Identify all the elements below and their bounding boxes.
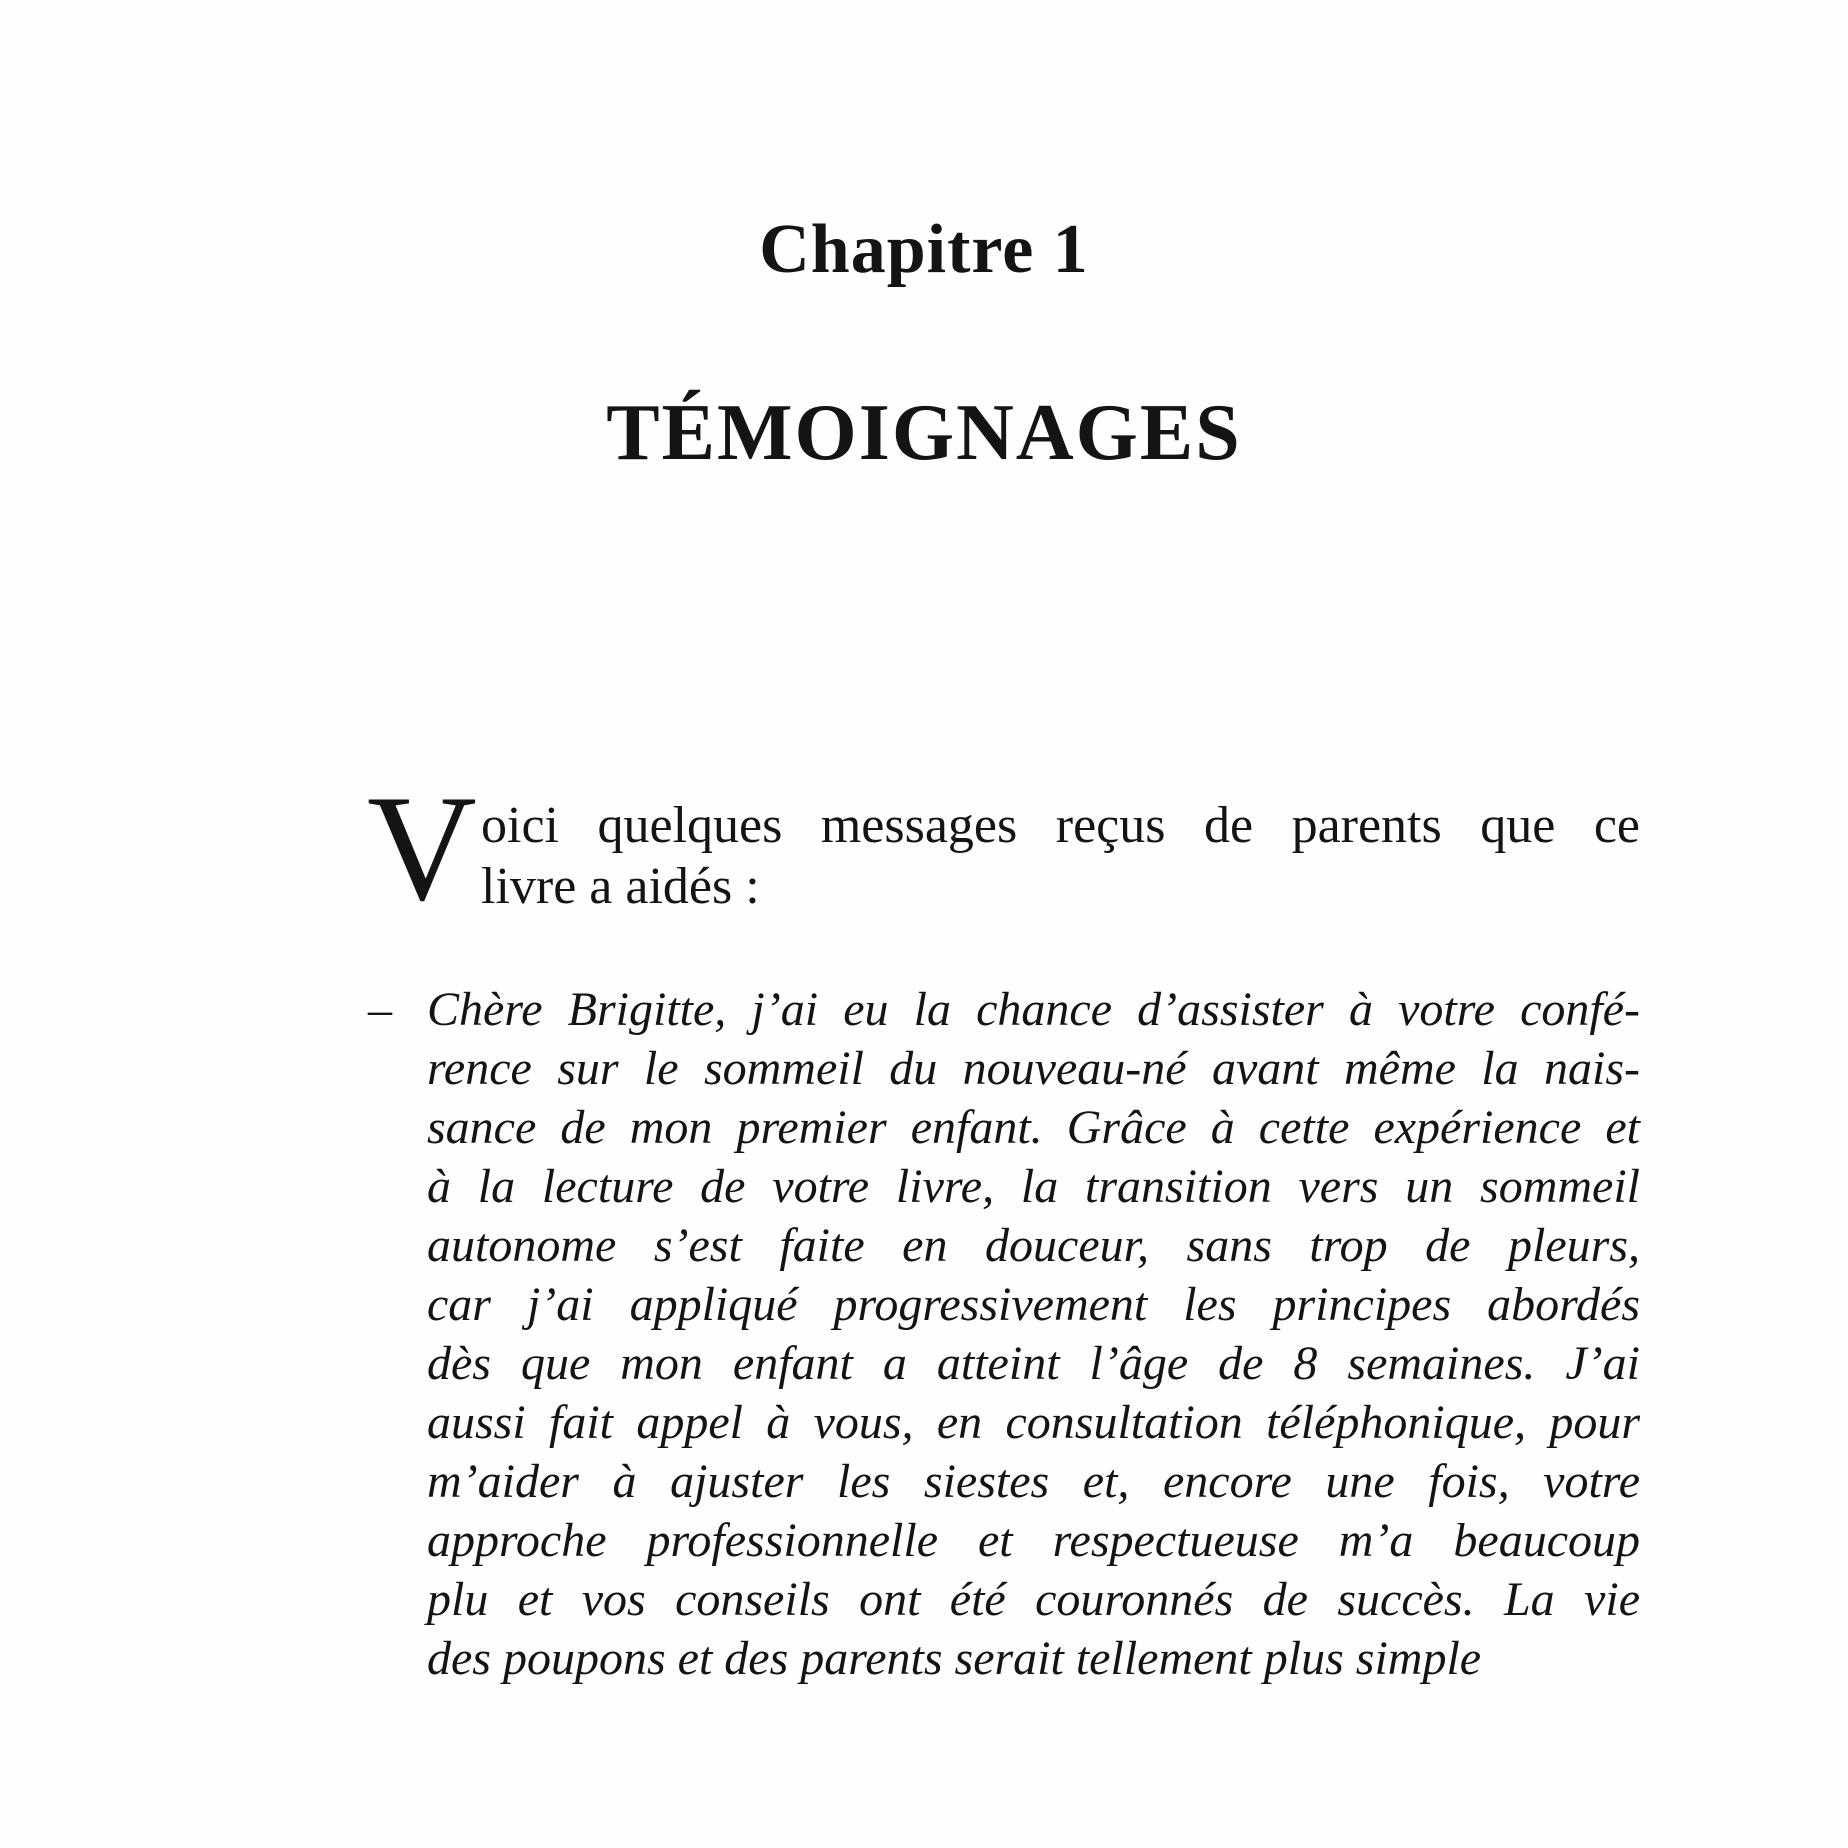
testimonial-line: m’aider à ajuster les siestes et, encore une fois, votre bbox=[427, 1455, 1640, 1508]
testimonial-line: rence sur le sommeil du nouveau-né avant même la nais- bbox=[427, 1042, 1640, 1095]
page-title: TÉMOIGNAGES bbox=[606, 389, 1242, 477]
testimonial-dash: – bbox=[368, 983, 392, 1036]
dropcap-letter: V bbox=[367, 764, 477, 932]
testimonial-line: Chère Brigitte, j’ai eu la chance d’assister à votre confé- bbox=[427, 983, 1640, 1036]
testimonial-line: des poupons et des parents serait tellement plus simple bbox=[427, 1632, 1482, 1685]
testimonial-line: approche professionnelle et respectueuse m’a beaucoup bbox=[427, 1514, 1640, 1567]
testimonial-line: autonome s’est faite en douceur, sans trop de pleurs, bbox=[427, 1219, 1640, 1272]
intro-line: oici quelques messages reçus de parents que ce bbox=[481, 797, 1640, 854]
intro-line: livre a aidés : bbox=[481, 858, 760, 915]
testimonial-line: plu et vos conseils ont été couronnés de succès. La vie bbox=[427, 1573, 1640, 1626]
testimonial-line: dès que mon enfant a atteint l’âge de 8 semaines. J’ai bbox=[427, 1337, 1640, 1390]
chapter-label: Chapitre 1 bbox=[759, 211, 1089, 288]
testimonial-text bbox=[427, 980, 1640, 1688]
testimonial-line: car j’ai appliqué progressivement les principes abordés bbox=[427, 1278, 1640, 1331]
testimonial-line: aussi fait appel à vous, en consultation téléphonique, pour bbox=[427, 1396, 1640, 1449]
testimonial-item bbox=[368, 980, 1640, 1688]
testimonial-line: sance de mon premier enfant. Grâce à cette expérience et bbox=[427, 1101, 1640, 1154]
intro-paragraph bbox=[481, 795, 1640, 917]
testimonial-line: à la lecture de votre livre, la transition vers un sommeil bbox=[427, 1160, 1640, 1213]
